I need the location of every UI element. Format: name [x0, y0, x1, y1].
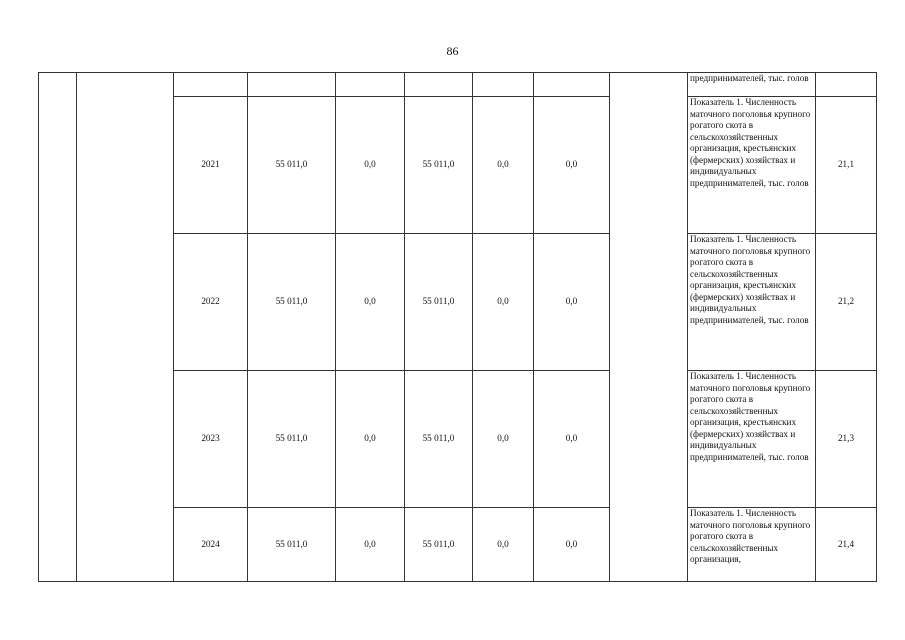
indicator-cell: Показатель 1. Численность маточного поголовья крупного рогатого скота в сельскохозяйственных организация, крестьянских (фермерских) хозяйствах и индивидуальных предпринимателей, тыс. голов [688, 97, 816, 234]
funding-cell: 0,0 [336, 234, 405, 371]
funding-cell: 0,0 [336, 97, 405, 234]
funding-cell: 0,0 [336, 508, 405, 582]
program-table [38, 72, 877, 582]
year-cell: 2022 [174, 234, 248, 371]
indicator-value-cell: 21,2 [816, 234, 877, 371]
funding-cell: 0,0 [534, 508, 610, 582]
total-cell [248, 73, 336, 97]
funding-cell: 0,0 [534, 234, 610, 371]
indicator-cell: Показатель 1. Численность маточного поголовья крупного рогатого скота в сельскохозяйственных организация, крестьянских (фермерских) хозяйствах и индивидуальных предпринимателей, тыс. голов [688, 371, 816, 508]
funding-cell [336, 73, 405, 97]
year-cell [174, 73, 248, 97]
funding-cell: 0,0 [473, 508, 534, 582]
number-cell [39, 73, 77, 582]
total-cell: 55 011,0 [248, 97, 336, 234]
funding-cell: 55 011,0 [405, 97, 473, 234]
executor-cell [610, 73, 688, 582]
indicator-value-cell: 21,3 [816, 371, 877, 508]
funding-cell [405, 73, 473, 97]
total-cell: 55 011,0 [248, 234, 336, 371]
indicator-value-cell: 21,4 [816, 508, 877, 582]
funding-cell: 0,0 [473, 97, 534, 234]
total-cell: 55 011,0 [248, 371, 336, 508]
indicator-cell: предпринимателей, тыс. голов [688, 73, 816, 97]
funding-cell: 55 011,0 [405, 508, 473, 582]
funding-cell: 55 011,0 [405, 371, 473, 508]
year-cell: 2024 [174, 508, 248, 582]
indicator-value-cell: 21,1 [816, 97, 877, 234]
year-cell: 2021 [174, 97, 248, 234]
funding-cell: 0,0 [534, 97, 610, 234]
indicator-cell: Показатель 1. Численность маточного поголовья крупного рогатого скота в сельскохозяйственных организация, крестьянских (фермерских) хозяйствах и индивидуальных предпринимателей, тыс. голов [688, 234, 816, 371]
funding-cell [534, 73, 610, 97]
funding-cell: 0,0 [473, 234, 534, 371]
table-row [39, 73, 877, 97]
indicator-value-cell [816, 73, 877, 97]
indicator-cell: Показатель 1. Численность маточного поголовья крупного рогатого скота в сельскохозяйственных организация, [688, 508, 816, 582]
funding-cell: 0,0 [473, 371, 534, 508]
funding-cell [473, 73, 534, 97]
funding-cell: 0,0 [534, 371, 610, 508]
year-cell: 2023 [174, 371, 248, 508]
activity-cell [77, 73, 174, 582]
page-number: 86 [446, 44, 459, 58]
funding-cell: 0,0 [336, 371, 405, 508]
total-cell: 55 011,0 [248, 508, 336, 582]
funding-cell: 55 011,0 [405, 234, 473, 371]
